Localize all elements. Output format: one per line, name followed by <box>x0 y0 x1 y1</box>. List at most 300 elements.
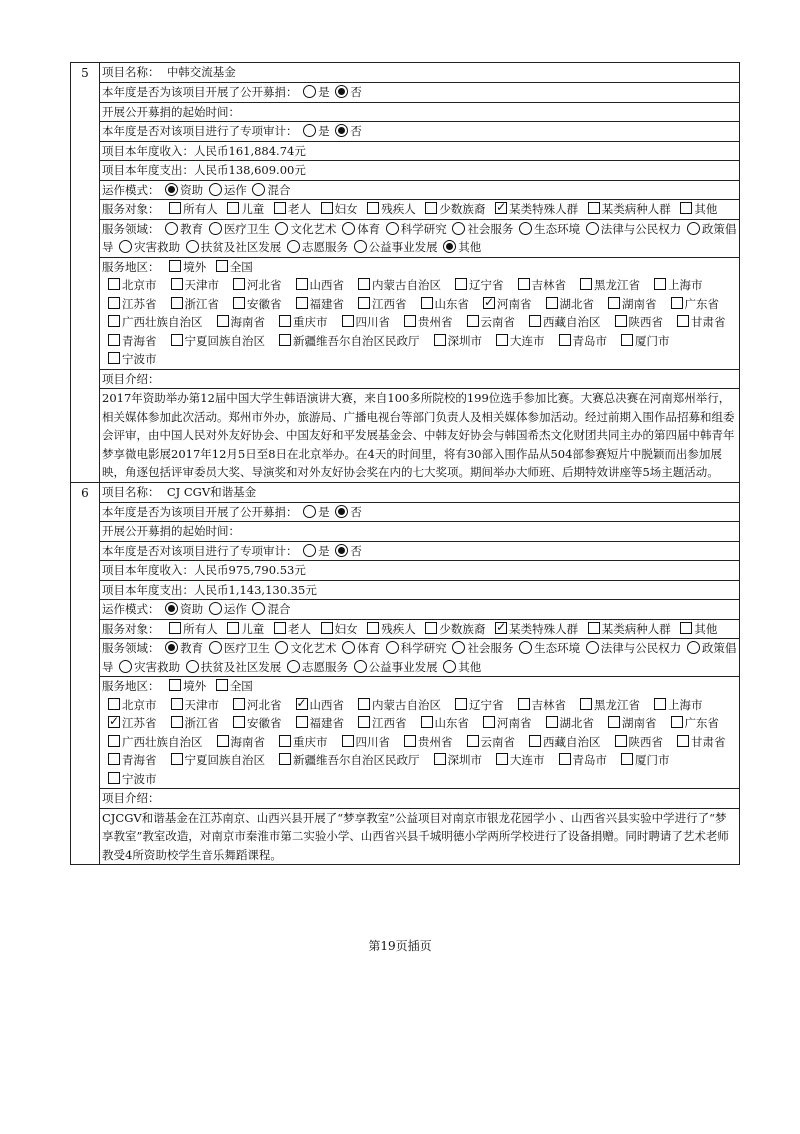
region-item <box>352 295 407 314</box>
fundraising-yes-radio[interactable] <box>303 505 316 518</box>
region-checkbox[interactable] <box>108 352 120 364</box>
start-time-label: 开展公开募捐的起始时间： <box>102 524 240 538</box>
region-checkbox[interactable] <box>108 315 120 327</box>
field-option: 教育 <box>180 641 204 655</box>
field-radio[interactable] <box>586 222 599 235</box>
field-option: 医疗卫生 <box>223 641 270 655</box>
region-item <box>102 276 157 295</box>
region-item <box>671 733 726 752</box>
region-option: 黑龙江省 <box>594 697 640 712</box>
start-time-row <box>100 522 739 542</box>
region-checkbox[interactable] <box>455 698 467 710</box>
region-checkbox[interactable] <box>621 334 633 346</box>
region-checkbox[interactable] <box>169 260 181 272</box>
target-checkbox[interactable] <box>425 622 437 634</box>
region-option: 重庆市 <box>293 734 328 749</box>
field-option: 医疗卫生 <box>223 221 270 236</box>
fundraising-no-radio[interactable] <box>335 85 348 98</box>
expense-row: 项目本年度支出：人民币1,143,130.35元 <box>100 581 739 601</box>
region-item <box>352 714 407 733</box>
region-option: 重庆市 <box>293 315 328 329</box>
field-radio[interactable] <box>452 641 465 654</box>
region-checkbox[interactable] <box>608 297 620 309</box>
region-checkbox[interactable] <box>421 297 433 309</box>
region-item <box>290 295 345 314</box>
region-checkbox[interactable] <box>559 753 571 765</box>
region-checkbox[interactable] <box>421 716 433 728</box>
field-radio[interactable] <box>354 660 367 673</box>
audit-yes-radio[interactable] <box>303 544 316 557</box>
region-checkbox[interactable] <box>496 753 508 765</box>
field-option: 公益事业发展 <box>368 240 438 254</box>
region-option: 海南省 <box>230 734 265 749</box>
region-checkbox[interactable] <box>233 278 245 290</box>
region-option: 境外 <box>183 679 207 693</box>
field-radio[interactable] <box>443 240 456 253</box>
region-item <box>336 733 391 752</box>
region-item <box>336 313 391 332</box>
region-checkbox[interactable] <box>483 716 495 728</box>
region-option: 深圳市 <box>447 753 482 767</box>
region-item <box>102 313 203 332</box>
field-radio[interactable] <box>386 641 399 654</box>
mode-radio[interactable] <box>165 183 178 196</box>
region-option: 大连市 <box>510 753 545 767</box>
field-radio[interactable] <box>586 641 599 654</box>
region-option: 全国 <box>229 679 253 693</box>
region-option: 河北省 <box>247 697 282 712</box>
region-checkbox[interactable] <box>171 698 183 710</box>
region-checkbox[interactable] <box>296 278 308 290</box>
target-checkbox[interactable] <box>274 202 286 214</box>
field-radio[interactable] <box>209 222 222 235</box>
region-checkbox[interactable] <box>546 716 558 728</box>
region-checkbox[interactable] <box>358 278 370 290</box>
region-checkbox[interactable] <box>404 735 416 747</box>
region-option: 江西省 <box>372 296 407 311</box>
region-item <box>615 332 670 351</box>
target-label: 服务对象： <box>102 621 160 636</box>
region-option: 厦门市 <box>635 333 670 348</box>
region-option: 江西省 <box>372 716 407 730</box>
field-option: 政策倡导 <box>102 641 737 674</box>
region-option: 青岛市 <box>572 333 607 348</box>
fundraising-question: 本年度是否为该项目开展了公开募捐： <box>102 85 298 99</box>
fundraising-yes-radio[interactable] <box>303 85 316 98</box>
region-option: 江苏省 <box>122 716 157 730</box>
region-option: 安徽省 <box>247 716 282 730</box>
region-item <box>352 696 441 715</box>
region-checkbox[interactable] <box>279 753 291 765</box>
target-row <box>100 620 739 640</box>
field-radio[interactable] <box>342 222 355 235</box>
region-item <box>102 770 157 789</box>
region-checkbox[interactable] <box>217 315 229 327</box>
region-checkbox[interactable] <box>580 698 592 710</box>
region-checkbox[interactable] <box>296 716 308 728</box>
region-item <box>211 313 266 332</box>
region-option: 四川省 <box>355 734 390 749</box>
region-checkbox[interactable] <box>342 735 354 747</box>
region-item <box>602 714 657 733</box>
project-name: 中韩交流基金 <box>166 65 236 79</box>
region-option: 天津市 <box>184 697 219 712</box>
field-option: 其他 <box>458 240 482 254</box>
region-checkbox[interactable] <box>621 753 633 765</box>
income-row: 项目本年度收入：人民币975,790.53元 <box>100 561 739 581</box>
region-checkbox[interactable] <box>455 278 467 290</box>
region-checkbox[interactable] <box>296 297 308 309</box>
region-label: 服务地区： <box>102 259 160 274</box>
region-option: 上海市 <box>668 278 703 292</box>
region-item <box>227 276 282 295</box>
region-item <box>290 276 345 295</box>
mode-radio[interactable] <box>209 183 222 196</box>
region-checkbox[interactable] <box>108 698 120 710</box>
field-radio[interactable] <box>519 222 532 235</box>
target-checkbox[interactable] <box>274 622 286 634</box>
field-radio[interactable] <box>186 240 199 253</box>
field-radio[interactable] <box>287 240 300 253</box>
region-item <box>615 751 670 770</box>
region-item <box>415 714 470 733</box>
region-checkbox[interactable] <box>233 698 245 710</box>
region-option: 新疆维吾尔自治区民政厅 <box>293 753 420 767</box>
fundraising-question: 本年度是否为该项目开展了公开募捐： <box>102 504 298 519</box>
start-time-label: 开展公开募捐的起始时间： <box>102 104 240 119</box>
region-option: 云南省 <box>480 315 515 329</box>
field-radio[interactable] <box>287 660 300 673</box>
mode-radio[interactable] <box>252 183 265 196</box>
project-name: CJ CGV和谐基金 <box>166 484 257 499</box>
region-item <box>102 350 157 369</box>
field-radio[interactable] <box>342 641 355 654</box>
field-radio[interactable] <box>186 660 199 673</box>
region-item <box>102 295 157 314</box>
region-option: 云南省 <box>480 734 515 749</box>
region-item <box>227 714 282 733</box>
region-checkbox[interactable] <box>233 716 245 728</box>
region-checkbox[interactable] <box>171 297 183 309</box>
field-option: 扶贫及社区发展 <box>200 659 282 674</box>
target-checkbox[interactable] <box>495 622 507 634</box>
region-checkbox[interactable] <box>671 716 683 728</box>
region-checkbox[interactable] <box>483 297 495 309</box>
mode-label: 运作模式： <box>102 182 160 197</box>
field-radio[interactable] <box>165 222 178 235</box>
field-option: 政策倡导 <box>102 221 737 254</box>
region-option: 辽宁省 <box>469 697 504 712</box>
region-checkbox[interactable] <box>171 716 183 728</box>
region-item <box>665 714 720 733</box>
region-option: 北京市 <box>122 697 157 712</box>
region-checkbox[interactable] <box>216 260 228 272</box>
region-checkbox[interactable] <box>169 679 181 691</box>
mode-option: 混合 <box>267 182 291 197</box>
region-checkbox[interactable] <box>296 698 308 710</box>
field-radio[interactable] <box>275 222 288 235</box>
target-option: 少数族裔 <box>439 202 486 216</box>
region-option: 宁夏回族自治区 <box>184 333 265 348</box>
field-row <box>100 639 739 677</box>
mode-option: 运作 <box>223 602 247 616</box>
audit-row <box>100 542 739 562</box>
region-checkbox[interactable] <box>529 735 541 747</box>
region-item <box>574 696 640 715</box>
region-checkbox[interactable] <box>171 334 183 346</box>
region-checkbox[interactable] <box>108 334 120 346</box>
region-checkbox[interactable] <box>217 735 229 747</box>
region-option: 黑龙江省 <box>594 278 640 292</box>
region-item <box>523 733 601 752</box>
region-item <box>165 751 266 770</box>
field-option: 文化艺术 <box>290 221 337 236</box>
region-option: 青海省 <box>122 753 157 767</box>
region-option: 湖北省 <box>559 296 594 311</box>
region-checkbox[interactable] <box>467 315 479 327</box>
target-checkbox[interactable] <box>227 202 239 214</box>
region-option: 青岛市 <box>572 753 607 767</box>
field-option: 法律与公民权力 <box>600 221 682 236</box>
region-checkbox[interactable] <box>279 334 291 346</box>
region-checkbox[interactable] <box>216 679 228 691</box>
target-checkbox[interactable] <box>169 622 181 634</box>
yes-label: 是 <box>318 543 330 558</box>
target-option: 其他 <box>694 202 718 216</box>
target-option: 儿童 <box>241 621 265 636</box>
yes-label: 是 <box>318 124 330 138</box>
region-checkbox[interactable] <box>342 315 354 327</box>
region-checkbox[interactable] <box>404 315 416 327</box>
field-radio[interactable] <box>443 660 456 673</box>
region-option: 厦门市 <box>635 753 670 767</box>
target-option: 某类特殊人群 <box>509 202 579 216</box>
region-item <box>165 332 266 351</box>
field-option: 文化艺术 <box>290 641 337 655</box>
region-option: 福建省 <box>309 296 344 311</box>
income-row: 项目本年度收入：人民币161,884.74元 <box>100 142 739 162</box>
region-item <box>449 276 504 295</box>
target-option: 儿童 <box>241 202 265 216</box>
region-checkbox[interactable] <box>279 735 291 747</box>
region-item <box>273 751 420 770</box>
target-checkbox[interactable] <box>367 622 379 634</box>
target-checkbox[interactable] <box>169 202 181 214</box>
audit-no-radio[interactable] <box>335 124 348 137</box>
mode-option: 运作 <box>223 182 247 197</box>
region-item <box>665 295 720 314</box>
region-item <box>449 696 504 715</box>
region-checkbox[interactable] <box>546 297 558 309</box>
region-checkbox[interactable] <box>615 315 627 327</box>
field-radio[interactable] <box>386 222 399 235</box>
region-item <box>102 714 157 733</box>
region-item <box>227 295 282 314</box>
region-checkbox[interactable] <box>654 278 666 290</box>
region-item <box>512 276 567 295</box>
region-item <box>428 332 483 351</box>
region-checkbox[interactable] <box>496 334 508 346</box>
field-radio[interactable] <box>519 641 532 654</box>
region-option: 广东省 <box>684 296 719 311</box>
audit-question: 本年度是否对该项目进行了专项审计： <box>102 543 298 558</box>
region-item <box>512 696 567 715</box>
region-checkbox[interactable] <box>108 278 120 290</box>
field-radio[interactable] <box>687 222 700 235</box>
target-checkbox[interactable] <box>227 622 239 634</box>
region-item <box>648 696 703 715</box>
region-item <box>273 313 328 332</box>
field-option: 科学研究 <box>400 221 447 236</box>
region-option: 浙江省 <box>184 716 219 730</box>
region-option: 大连市 <box>510 333 545 348</box>
field-option: 灾害救助 <box>134 659 181 674</box>
region-item <box>477 714 532 733</box>
intro-label-row: 项目介绍： <box>100 789 739 809</box>
region-item <box>165 714 220 733</box>
target-checkbox[interactable] <box>367 202 379 214</box>
field-label: 服务领域： <box>102 221 160 236</box>
field-radio[interactable] <box>119 660 132 673</box>
region-option: 吉林省 <box>531 697 566 712</box>
target-option: 所有人 <box>183 621 218 636</box>
region-option: 河南省 <box>497 716 532 730</box>
region-checkbox[interactable] <box>654 698 666 710</box>
target-checkbox[interactable] <box>495 202 507 214</box>
region-item <box>102 733 203 752</box>
region-item <box>553 751 608 770</box>
region-checkbox[interactable] <box>671 297 683 309</box>
region-option: 内蒙古自治区 <box>372 278 441 292</box>
region-checkbox[interactable] <box>108 716 120 728</box>
target-option: 某类特殊人群 <box>509 621 579 636</box>
region-item <box>609 313 664 332</box>
region-item <box>490 332 545 351</box>
region-checkbox[interactable] <box>171 278 183 290</box>
region-item <box>290 714 345 733</box>
region-option: 宁波市 <box>122 352 157 366</box>
region-checkbox[interactable] <box>108 735 120 747</box>
field-row <box>100 220 739 258</box>
region-option: 甘肃省 <box>691 315 726 329</box>
field-option: 法律与公民权力 <box>600 641 682 655</box>
region-item <box>609 733 664 752</box>
region-option: 山东省 <box>434 296 469 311</box>
target-option: 其他 <box>694 621 718 636</box>
region-checkbox[interactable] <box>518 278 530 290</box>
yes-label: 是 <box>318 504 330 519</box>
mode-radio[interactable] <box>209 602 222 615</box>
region-option: 甘肃省 <box>691 734 726 749</box>
region-checkbox[interactable] <box>677 735 689 747</box>
region-option: 广东省 <box>684 716 719 730</box>
field-radio[interactable] <box>687 641 700 654</box>
region-option: 湖北省 <box>559 716 594 730</box>
field-radio[interactable] <box>209 641 222 654</box>
region-checkbox[interactable] <box>108 297 120 309</box>
target-checkbox[interactable] <box>588 202 600 214</box>
region-checkbox[interactable] <box>467 735 479 747</box>
region-checkbox[interactable] <box>615 735 627 747</box>
audit-yes-radio[interactable] <box>303 124 316 137</box>
region-checkbox[interactable] <box>108 772 120 784</box>
project-number: 5 <box>71 63 100 482</box>
field-option: 社会服务 <box>467 221 514 236</box>
target-checkbox[interactable] <box>321 202 333 214</box>
target-checkbox[interactable] <box>588 622 600 634</box>
fundraising-row <box>100 503 739 523</box>
region-checkbox[interactable] <box>108 753 120 765</box>
region-checkbox[interactable] <box>358 297 370 309</box>
mode-radio[interactable] <box>252 602 265 615</box>
target-checkbox[interactable] <box>425 202 437 214</box>
region-option: 陕西省 <box>628 734 663 749</box>
audit-no-radio[interactable] <box>335 544 348 557</box>
region-checkbox[interactable] <box>358 716 370 728</box>
region-checkbox[interactable] <box>358 698 370 710</box>
mode-radio[interactable] <box>165 602 178 615</box>
region-checkbox[interactable] <box>608 716 620 728</box>
field-radio[interactable] <box>119 240 132 253</box>
target-checkbox[interactable] <box>680 202 692 214</box>
region-checkbox[interactable] <box>434 334 446 346</box>
region-checkbox[interactable] <box>279 315 291 327</box>
region-item <box>477 295 532 314</box>
target-checkbox[interactable] <box>321 622 333 634</box>
fundraising-no-radio[interactable] <box>335 505 348 518</box>
field-radio[interactable] <box>452 222 465 235</box>
region-item <box>102 751 157 770</box>
region-option: 天津市 <box>184 278 219 292</box>
region-item <box>648 276 703 295</box>
field-option: 体育 <box>357 641 381 655</box>
target-option: 妇女 <box>334 202 358 216</box>
region-checkbox[interactable] <box>529 315 541 327</box>
field-option: 生态环境 <box>534 221 581 236</box>
region-checkbox[interactable] <box>580 278 592 290</box>
target-option: 妇女 <box>334 621 358 636</box>
field-radio[interactable] <box>275 641 288 654</box>
target-checkbox[interactable] <box>680 622 692 634</box>
field-radio[interactable] <box>354 240 367 253</box>
region-item <box>490 751 545 770</box>
region-item <box>352 276 441 295</box>
region-checkbox[interactable] <box>434 753 446 765</box>
mode-row <box>100 181 739 201</box>
region-label: 服务地区： <box>102 679 160 693</box>
field-option: 体育 <box>357 221 381 236</box>
region-option: 贵州省 <box>418 734 453 749</box>
region-item <box>540 295 595 314</box>
target-option: 老人 <box>287 202 311 216</box>
region-item <box>461 733 516 752</box>
region-checkbox[interactable] <box>677 315 689 327</box>
region-option: 贵州省 <box>418 315 453 329</box>
field-option: 志愿服务 <box>301 659 348 674</box>
region-item <box>165 276 220 295</box>
region-item <box>102 332 157 351</box>
region-option: 西藏自治区 <box>543 315 601 329</box>
region-row <box>100 677 739 789</box>
region-checkbox[interactable] <box>233 297 245 309</box>
region-checkbox[interactable] <box>171 753 183 765</box>
region-item <box>290 696 345 715</box>
region-item <box>211 733 266 752</box>
project-6 <box>71 482 739 865</box>
region-checkbox[interactable] <box>518 698 530 710</box>
field-radio[interactable] <box>165 641 178 654</box>
region-checkbox[interactable] <box>559 334 571 346</box>
